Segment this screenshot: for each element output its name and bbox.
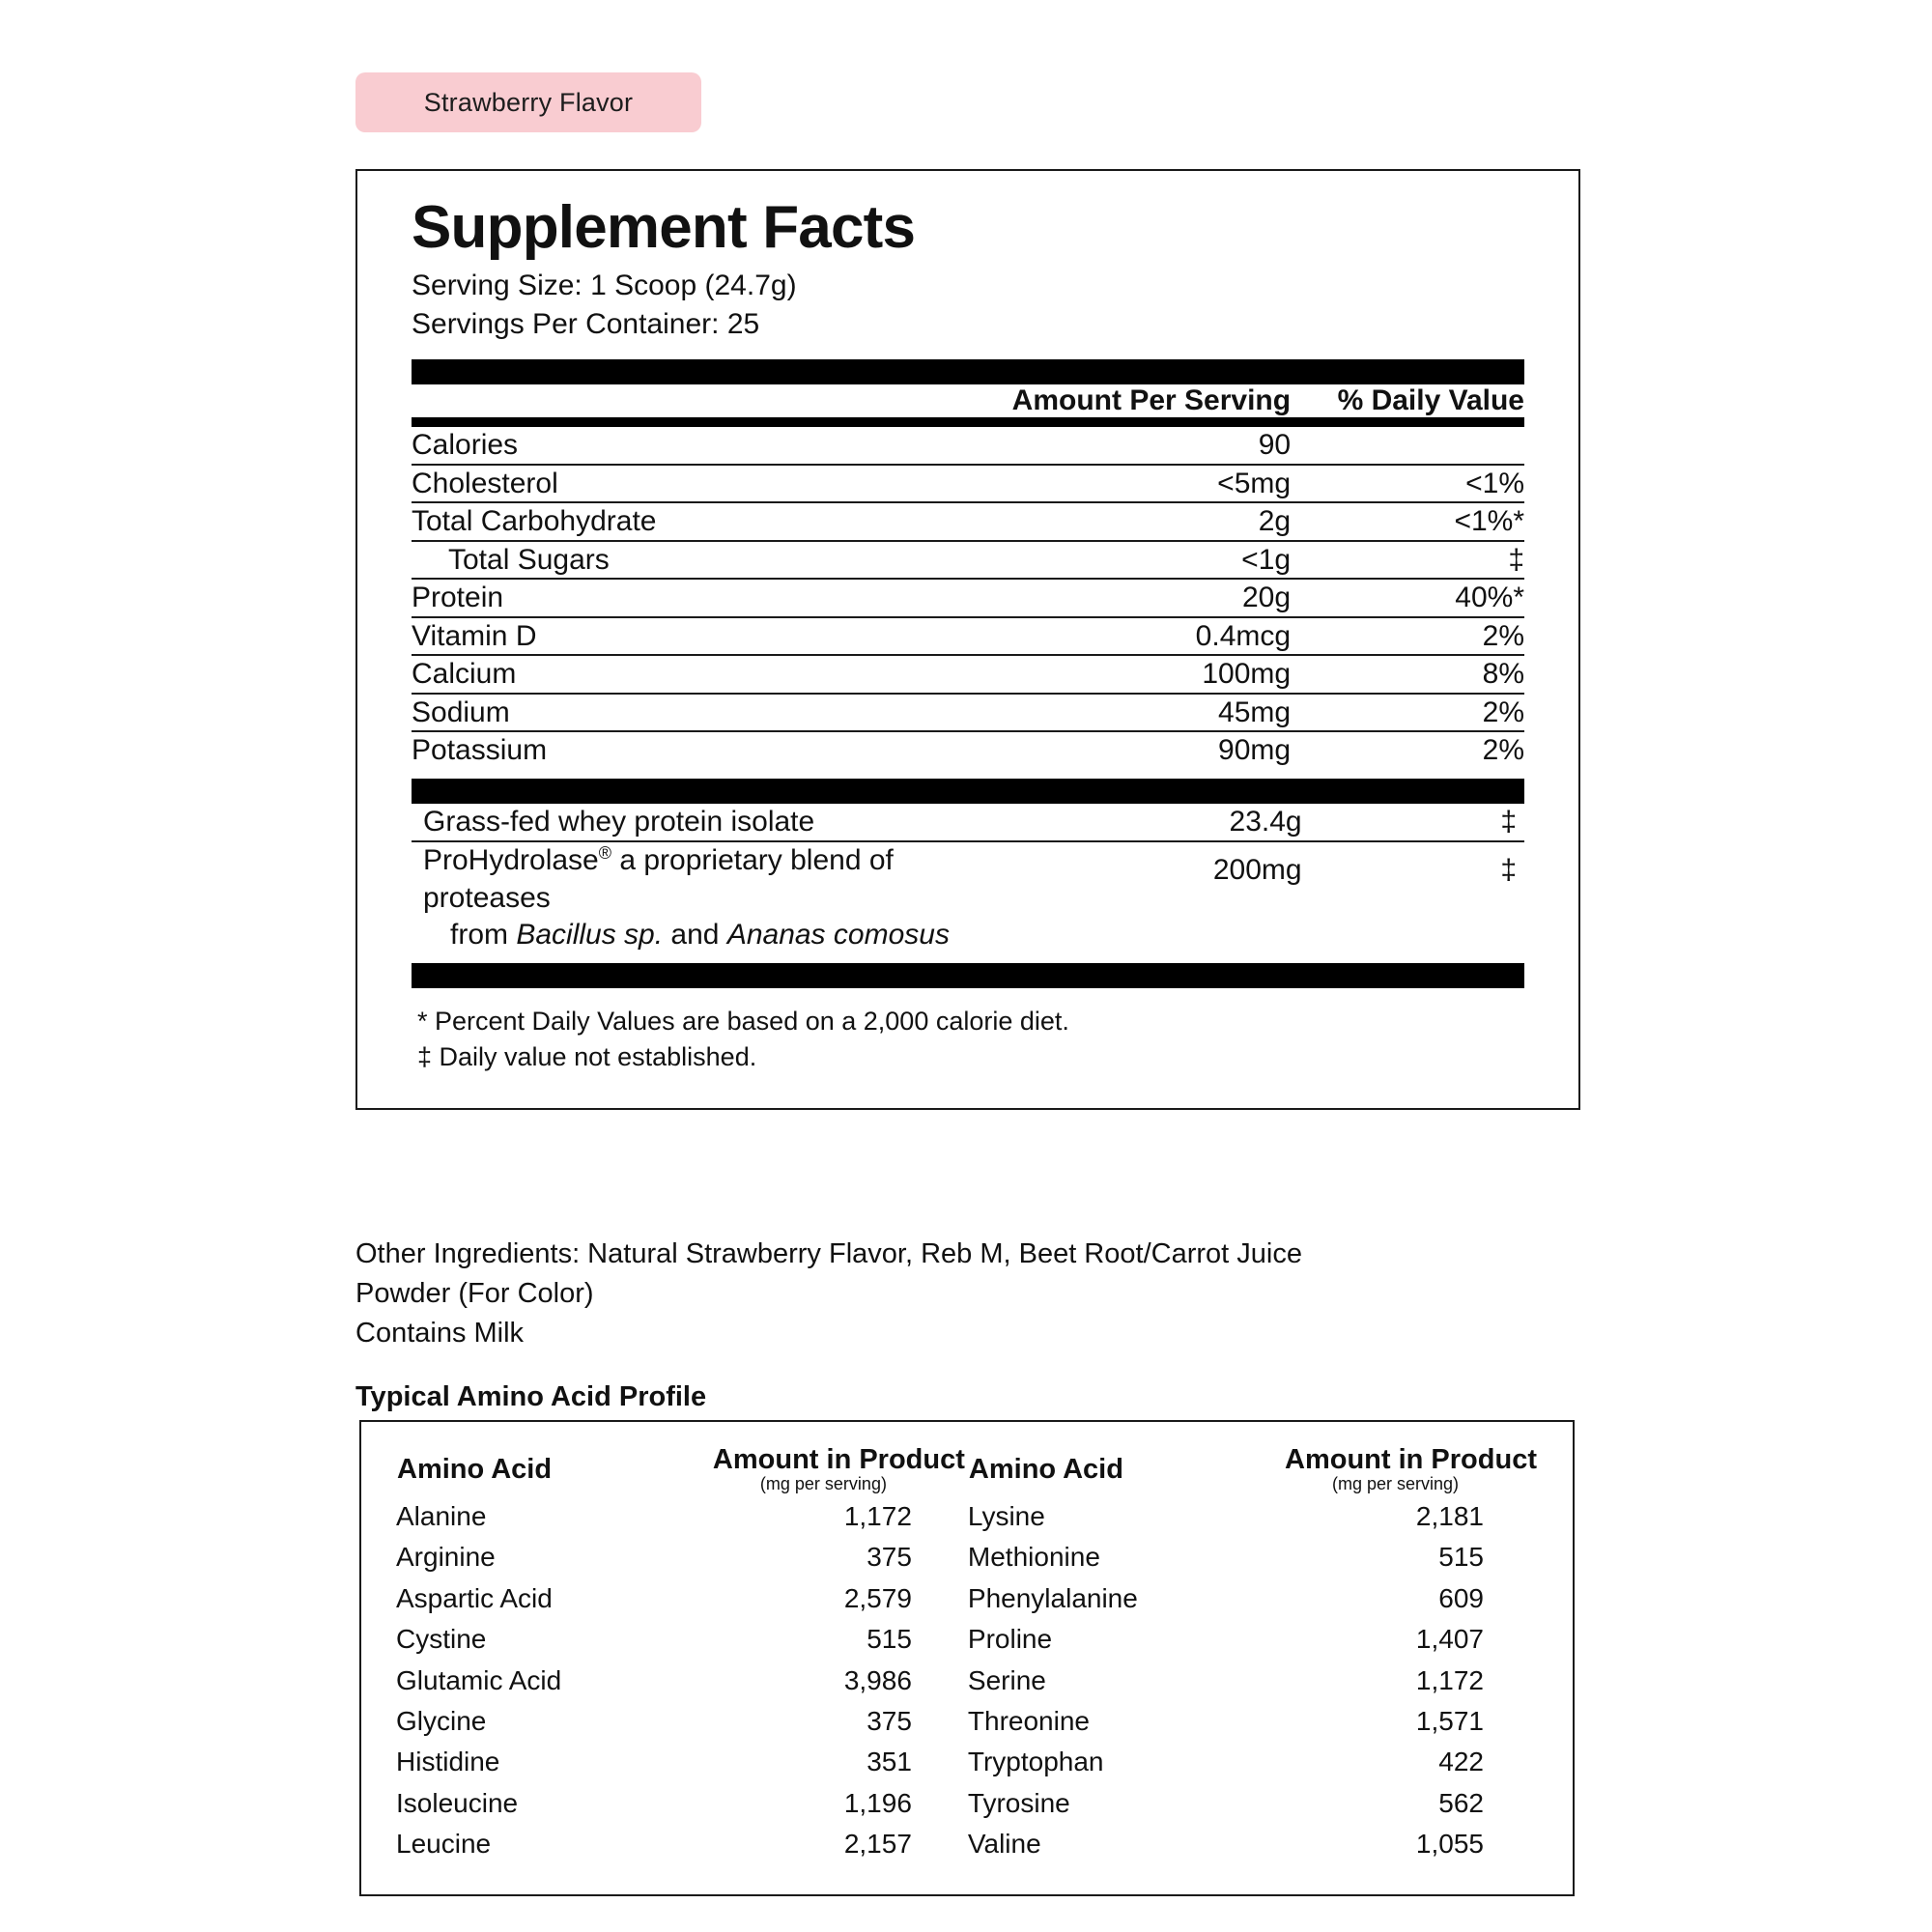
nutrient-name: Protein xyxy=(412,579,923,617)
nutrient-amount: 45mg xyxy=(923,694,1291,732)
ingredient-amount: 200mg xyxy=(990,841,1302,953)
table-row xyxy=(412,427,1524,465)
nutrient-amount: 100mg xyxy=(923,655,1291,694)
rule-thick-top xyxy=(412,359,1524,384)
serving-size: Serving Size: 1 Scoop (24.7g) xyxy=(412,269,797,301)
footnotes xyxy=(412,988,1524,1074)
aa-amount: 3,986 xyxy=(843,1664,912,1695)
table-row xyxy=(396,1824,1538,1864)
nutrient-amount: <5mg xyxy=(923,465,1291,503)
table-row xyxy=(412,655,1524,694)
aa-amount: 2,181 xyxy=(1415,1501,1484,1531)
nutrient-name: Total Carbohydrate xyxy=(412,502,923,541)
nutrient-amount: 90mg xyxy=(923,731,1291,769)
table-row xyxy=(396,1537,1538,1577)
aa-amount: 1,407 xyxy=(1415,1624,1484,1655)
aa-name: Arginine xyxy=(396,1542,496,1573)
ingredient-blend-table xyxy=(412,804,1524,954)
nutrient-dv: 2% xyxy=(1291,617,1524,656)
footnote-daily-value: * Percent Daily Values are based on a 2,000 calorie diet. xyxy=(417,1007,1069,1037)
aa-name: Lysine xyxy=(967,1501,1045,1531)
amino-acid-table xyxy=(396,1443,1538,1865)
nutrient-dv xyxy=(1291,427,1524,465)
nutrient-amount: 2g xyxy=(923,502,1291,541)
col-header-daily-value: % Daily Value xyxy=(1337,384,1524,417)
aa-amount: 2,579 xyxy=(843,1582,912,1613)
other-ingredients-line-1: Other Ingredients: Natural Strawberry Flavor, Reb M, Beet Root/Carrot Juice xyxy=(355,1238,1302,1269)
aa-name: Serine xyxy=(967,1664,1046,1695)
prohydrolase-label: ProHydrolase xyxy=(423,844,599,877)
table-row xyxy=(412,731,1524,769)
aa-name: Cystine xyxy=(396,1624,487,1655)
aa-amount: 375 xyxy=(867,1542,912,1573)
source-conjunction: and xyxy=(663,919,727,951)
table-row xyxy=(396,1742,1538,1782)
aa-name: Tyrosine xyxy=(967,1787,1070,1818)
table-row xyxy=(396,1578,1538,1619)
aa-name: Leucine xyxy=(396,1829,492,1860)
nutrition-header-row xyxy=(412,384,1524,417)
aa-amount: 375 xyxy=(867,1705,912,1736)
aa-name: Isoleucine xyxy=(396,1787,519,1818)
amino-acid-profile-panel xyxy=(359,1420,1575,1896)
nutrient-dv: <1% xyxy=(1291,465,1524,503)
ingredient-amount: 23.4g xyxy=(1229,805,1302,838)
nutrient-dv: ‡ xyxy=(1291,541,1524,580)
table-row xyxy=(396,1496,1538,1537)
aa-amount: 562 xyxy=(1438,1787,1484,1818)
aa-name: Glycine xyxy=(396,1705,487,1736)
nutrient-name: Vitamin D xyxy=(412,617,923,656)
aa-amount: 422 xyxy=(1438,1747,1484,1777)
nutrient-name: Cholesterol xyxy=(412,465,923,503)
aa-header-amount-label-left: Amount in Product xyxy=(712,1444,965,1475)
aa-name: Methionine xyxy=(967,1542,1100,1573)
aa-header-unit-right: (mg per serving) xyxy=(1331,1474,1460,1493)
source-organism-2: Ananas comosus xyxy=(726,919,950,951)
rule-mid-header xyxy=(412,417,1524,427)
source-prefix: from xyxy=(450,919,517,951)
aa-amount: 1,055 xyxy=(1415,1829,1484,1860)
nutrient-amount: 20g xyxy=(923,579,1291,617)
aa-name: Tryptophan xyxy=(967,1747,1104,1777)
table-row xyxy=(396,1701,1538,1742)
nutrient-dv: <1%* xyxy=(1291,502,1524,541)
aa-header-amount-label-right: Amount in Product xyxy=(1285,1444,1537,1475)
nutrient-name: Calories xyxy=(412,429,519,462)
aa-header-amount-right xyxy=(1253,1443,1538,1496)
ingredient-dv: ‡ xyxy=(1302,841,1524,953)
flavor-badge-label: Strawberry Flavor xyxy=(423,87,634,117)
aa-header-name-left: Amino Acid xyxy=(397,1453,553,1485)
nutrient-amount: <1g xyxy=(923,541,1291,580)
supplement-facts-panel xyxy=(355,169,1580,1110)
rule-thick-middle xyxy=(412,779,1524,804)
aa-name: Phenylalanine xyxy=(967,1582,1138,1613)
table-row xyxy=(412,502,1524,541)
rule-thick-bottom xyxy=(412,963,1524,988)
table-row xyxy=(412,694,1524,732)
aa-amount: 515 xyxy=(867,1624,912,1655)
ingredient-name-prohydrolase xyxy=(412,841,990,953)
table-row xyxy=(396,1619,1538,1660)
table-row xyxy=(412,841,1524,953)
nutrition-values-table xyxy=(412,427,1524,769)
aa-name: Proline xyxy=(967,1624,1053,1655)
nutrient-dv: 8% xyxy=(1291,655,1524,694)
prohydrolase-desc: a proprietary blend of proteases xyxy=(423,844,894,914)
aa-amount: 1,571 xyxy=(1415,1705,1484,1736)
aa-amount: 2,157 xyxy=(843,1829,912,1860)
table-row xyxy=(412,617,1524,656)
table-row xyxy=(412,579,1524,617)
col-header-amount: Amount Per Serving xyxy=(1011,384,1292,417)
aa-amount: 609 xyxy=(1438,1582,1484,1613)
nutrient-name: Sodium xyxy=(412,694,923,732)
aa-name: Valine xyxy=(967,1829,1041,1860)
table-row xyxy=(396,1661,1538,1701)
aa-name: Alanine xyxy=(396,1501,487,1531)
aa-header-name-right: Amino Acid xyxy=(968,1453,1123,1485)
nutrient-name: Calcium xyxy=(412,655,923,694)
table-row xyxy=(412,541,1524,580)
nutrient-name: Total Sugars xyxy=(412,541,923,580)
nutrition-table xyxy=(412,384,1524,417)
footnote-not-established: ‡ Daily value not established. xyxy=(417,1042,757,1072)
aa-amount: 1,172 xyxy=(1415,1664,1484,1695)
aa-header-unit-left: (mg per serving) xyxy=(759,1474,887,1493)
nutrient-amount: 0.4mcg xyxy=(923,617,1291,656)
aa-name: Glutamic Acid xyxy=(396,1664,562,1695)
table-row xyxy=(396,1783,1538,1824)
other-ingredients-line-2: Powder (For Color) xyxy=(355,1278,594,1310)
amino-acid-profile-title: Typical Amino Acid Profile xyxy=(355,1381,707,1412)
nutrient-name: Potassium xyxy=(412,731,923,769)
aa-header-amount-left xyxy=(681,1443,966,1496)
allergen-statement: Contains Milk xyxy=(355,1318,525,1350)
aa-amount: 515 xyxy=(1438,1542,1484,1573)
nutrient-dv: 2% xyxy=(1291,694,1524,732)
nutrient-dv: 2% xyxy=(1291,731,1524,769)
flavor-badge xyxy=(355,72,701,132)
prohydrolase-source-line xyxy=(423,917,990,953)
aa-amount: 351 xyxy=(867,1747,912,1777)
aa-amount: 1,172 xyxy=(843,1501,912,1531)
other-ingredients xyxy=(355,1235,1544,1354)
nutrient-dv: 40%* xyxy=(1291,579,1524,617)
aa-amount: 1,196 xyxy=(843,1787,912,1818)
ingredient-name: Grass-fed whey protein isolate xyxy=(423,805,815,838)
source-organism-1: Bacillus sp. xyxy=(516,919,664,951)
servings-per-container: Servings Per Container: 25 xyxy=(412,308,760,341)
supplement-facts-title: Supplement Facts xyxy=(412,194,916,261)
aa-name: Aspartic Acid xyxy=(396,1582,553,1613)
table-row xyxy=(412,804,1524,841)
registered-trademark-icon: ® xyxy=(598,843,612,864)
table-row xyxy=(412,465,1524,503)
nutrient-amount: 90 xyxy=(1258,429,1292,462)
amino-acid-header-row xyxy=(396,1443,1538,1496)
ingredient-dv: ‡ xyxy=(1500,805,1517,838)
aa-name: Histidine xyxy=(396,1747,500,1777)
aa-name: Threonine xyxy=(967,1705,1090,1736)
